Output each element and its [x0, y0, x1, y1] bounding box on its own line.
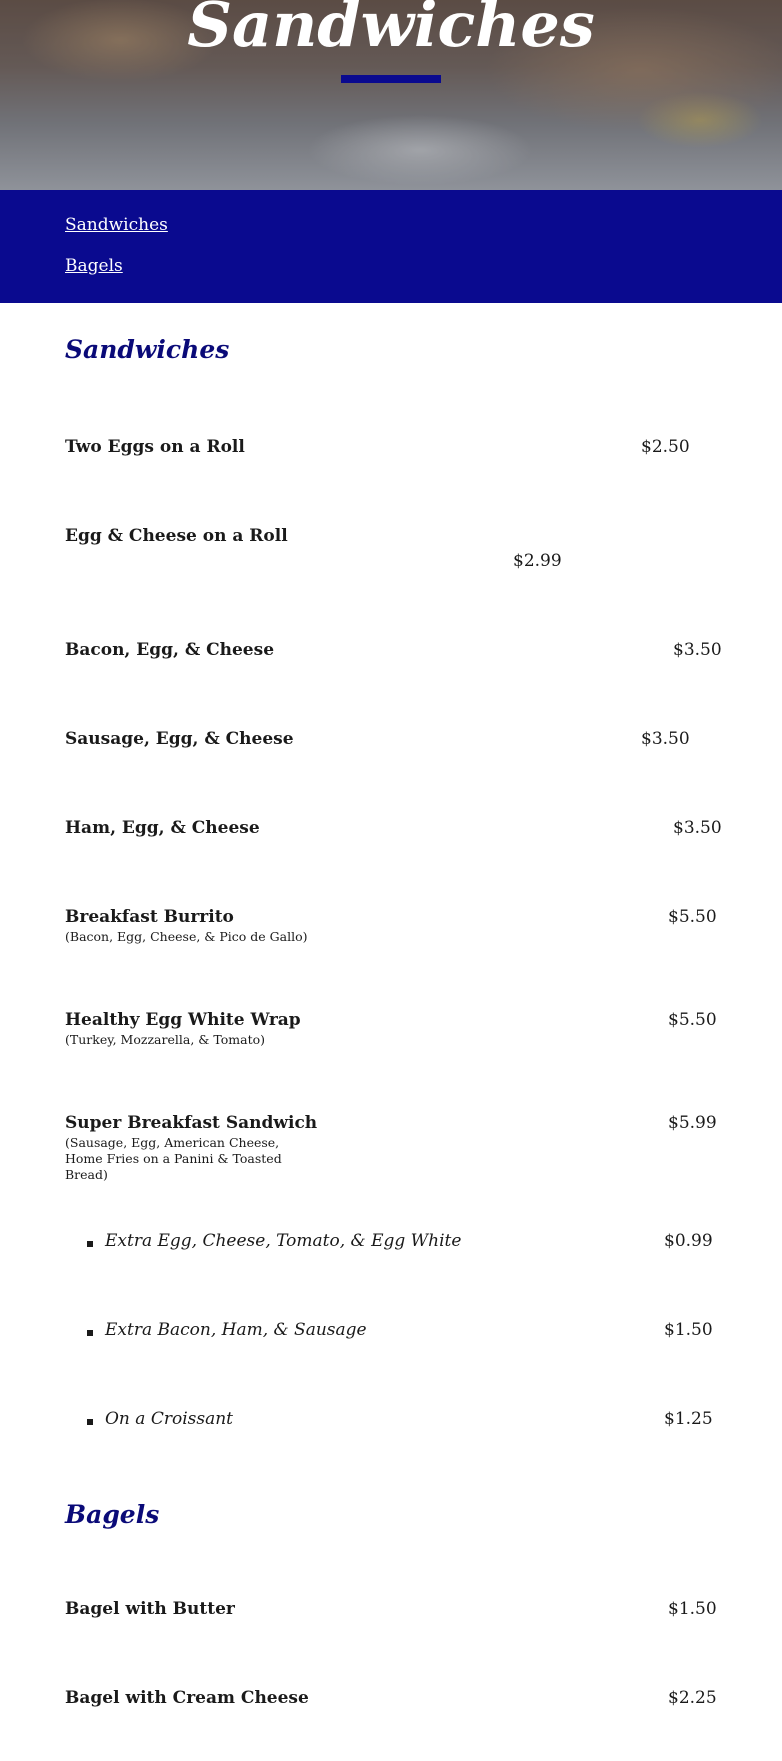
menu-item: [65, 907, 308, 945]
item-name: Bagel with Cream Cheese: [65, 1688, 309, 1708]
list-bullet: [87, 1419, 93, 1425]
item-description: (Sausage, Egg, American Cheese, Home Fries on a Panini & Toasted Bread): [65, 1135, 282, 1182]
menu-item: [65, 640, 274, 660]
item-price: $5.50: [668, 907, 717, 927]
hero-accent-bar: [341, 75, 441, 83]
extra-item-name: On a Croissant: [105, 1409, 233, 1429]
item-name: Two Eggs on a Roll: [65, 437, 245, 457]
menu-nav: [0, 190, 782, 303]
menu-item: [65, 1113, 318, 1183]
item-description: (Turkey, Mozzarella, & Tomato): [65, 1032, 265, 1047]
item-price: $5.50: [668, 1010, 717, 1030]
menu-item: [65, 1010, 301, 1048]
item-price: $3.50: [673, 640, 722, 660]
item-price: $2.50: [641, 437, 690, 457]
list-bullet: [87, 1330, 93, 1336]
nav-link-bagels[interactable]: Bagels: [65, 256, 123, 276]
item-description: (Bacon, Egg, Cheese, & Pico de Gallo): [65, 929, 308, 944]
section-heading-bagels: Bagels: [65, 1500, 160, 1529]
item-price: $1.50: [668, 1599, 717, 1619]
item-name: Ham, Egg, & Cheese: [65, 818, 260, 838]
hero-banner: [0, 0, 782, 190]
item-name: Healthy Egg White Wrap: [65, 1010, 301, 1030]
menu-item: [65, 1688, 309, 1708]
item-name: Bagel with Butter: [65, 1599, 235, 1619]
menu-item: [65, 1599, 235, 1619]
hero-title: Sandwiches: [187, 0, 595, 61]
item-price: $2.25: [668, 1688, 717, 1708]
item-name: Egg & Cheese on a Roll: [65, 526, 288, 546]
menu-item: [65, 729, 294, 749]
item-name: Breakfast Burrito: [65, 907, 234, 927]
menu-item: [65, 437, 245, 457]
extra-item-name: Extra Bacon, Ham, & Sausage: [105, 1320, 367, 1340]
extra-item-price: $1.25: [664, 1409, 713, 1429]
extra-item-price: $0.99: [664, 1231, 713, 1251]
menu-item: [65, 526, 288, 546]
section-heading-sandwiches: Sandwiches: [65, 335, 230, 364]
item-name: Bacon, Egg, & Cheese: [65, 640, 275, 660]
extra-item-name: Extra Egg, Cheese, Tomato, & Egg White: [105, 1231, 462, 1251]
extra-item-price: $1.50: [664, 1320, 713, 1340]
item-name: Sausage, Egg, & Cheese: [65, 729, 294, 749]
menu-item: [65, 818, 260, 838]
item-price: $5.99: [668, 1113, 717, 1133]
item-name: Super Breakfast Sandwich: [65, 1113, 318, 1133]
list-bullet: [87, 1241, 93, 1247]
nav-link-sandwiches[interactable]: Sandwiches: [65, 215, 168, 235]
item-price: $3.50: [673, 818, 722, 838]
item-price: $2.99: [513, 551, 562, 571]
item-price: $3.50: [641, 729, 690, 749]
